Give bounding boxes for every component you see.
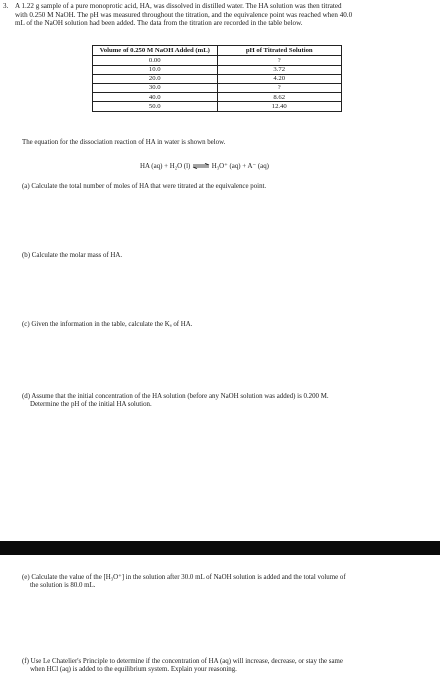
header-volume: Volume of 0.250 M NaOH Added (mL) (93, 46, 218, 56)
volume-cell: 10.0 (93, 65, 218, 74)
question-f (22, 658, 427, 675)
question-f-line-1: (f) Use Le Chatelier's Principle to determine if the concentration of HA (aq) will increase, decrease, or stay the same (22, 658, 343, 665)
ph-cell: 12.40 (217, 102, 342, 111)
question-a: (a) Calculate the total number of moles of HA that were titrated at the equivalence point. (22, 183, 267, 190)
ph-cell: 8.62 (217, 93, 342, 102)
question-e-line-1: (e) Calculate the value of the [H₃O⁺] in the solution after 30.0 mL of NaOH solution is added and the total volume of (22, 574, 346, 581)
table-row (93, 93, 342, 102)
titration-data-table (92, 45, 342, 112)
table-row (93, 56, 342, 65)
intro-line-2: with 0.250 M NaOH. The pH was measured throughout the titration, and the equivalence point was reached when 40.0 (15, 10, 353, 19)
redaction-bar (0, 541, 440, 555)
question-d-line-2: Determine the pH of the initial HA solution. (30, 401, 152, 409)
question-c: (c) Given the information in the table, calculate the Kₐ of HA. (22, 321, 193, 328)
ph-cell: 4.20 (217, 74, 342, 83)
question-e-line-2: the solution is 80.0 mL. (30, 582, 96, 590)
volume-cell: 20.0 (93, 74, 218, 83)
ph-cell: ? (217, 83, 342, 92)
intro-line-3: mL of the NaOH solution had been added. The data from the titration are recorded in the table below. (15, 19, 303, 28)
table-row (93, 65, 342, 74)
ph-cell: 3.72 (217, 65, 342, 74)
volume-cell: 30.0 (93, 83, 218, 92)
dissociation-equation (140, 162, 269, 170)
question-f-line-2: when HCl (aq) is added to the equilibrium system. Explain your reasoning. (30, 666, 237, 674)
table-row (93, 83, 342, 92)
intro-line-1: A 1.22 g sample of a pure monoprotic acid, HA, was dissolved in distilled water. The HA solution was then titrated (15, 2, 342, 10)
question-d-line-1: (d) Assume that the initial concentration of the HA solution (before any NaOH solution was added) is 0.200 M. (22, 393, 329, 400)
table-row (93, 74, 342, 83)
question-e (22, 574, 427, 591)
equilibrium-arrow-icon (192, 163, 210, 169)
table-header-row (93, 46, 342, 56)
volume-cell: 50.0 (93, 102, 218, 111)
volume-cell: 40.0 (93, 93, 218, 102)
dissociation-statement: The equation for the dissociation reaction of HA in water is shown below. (22, 139, 226, 146)
question-b: (b) Calculate the molar mass of HA. (22, 252, 123, 259)
volume-cell: 0.00 (93, 56, 218, 65)
header-ph: pH of Titrated Solution (217, 46, 342, 56)
problem-intro (3, 2, 433, 28)
ph-cell: ? (217, 56, 342, 65)
table-row (93, 102, 342, 111)
equation-reactants: HA (aq) + H₂O (l) (140, 163, 191, 170)
equation-products: H₃O⁺ (aq) + A⁻ (aq) (211, 163, 269, 170)
question-d (22, 393, 427, 410)
problem-number: 3. (3, 2, 9, 10)
